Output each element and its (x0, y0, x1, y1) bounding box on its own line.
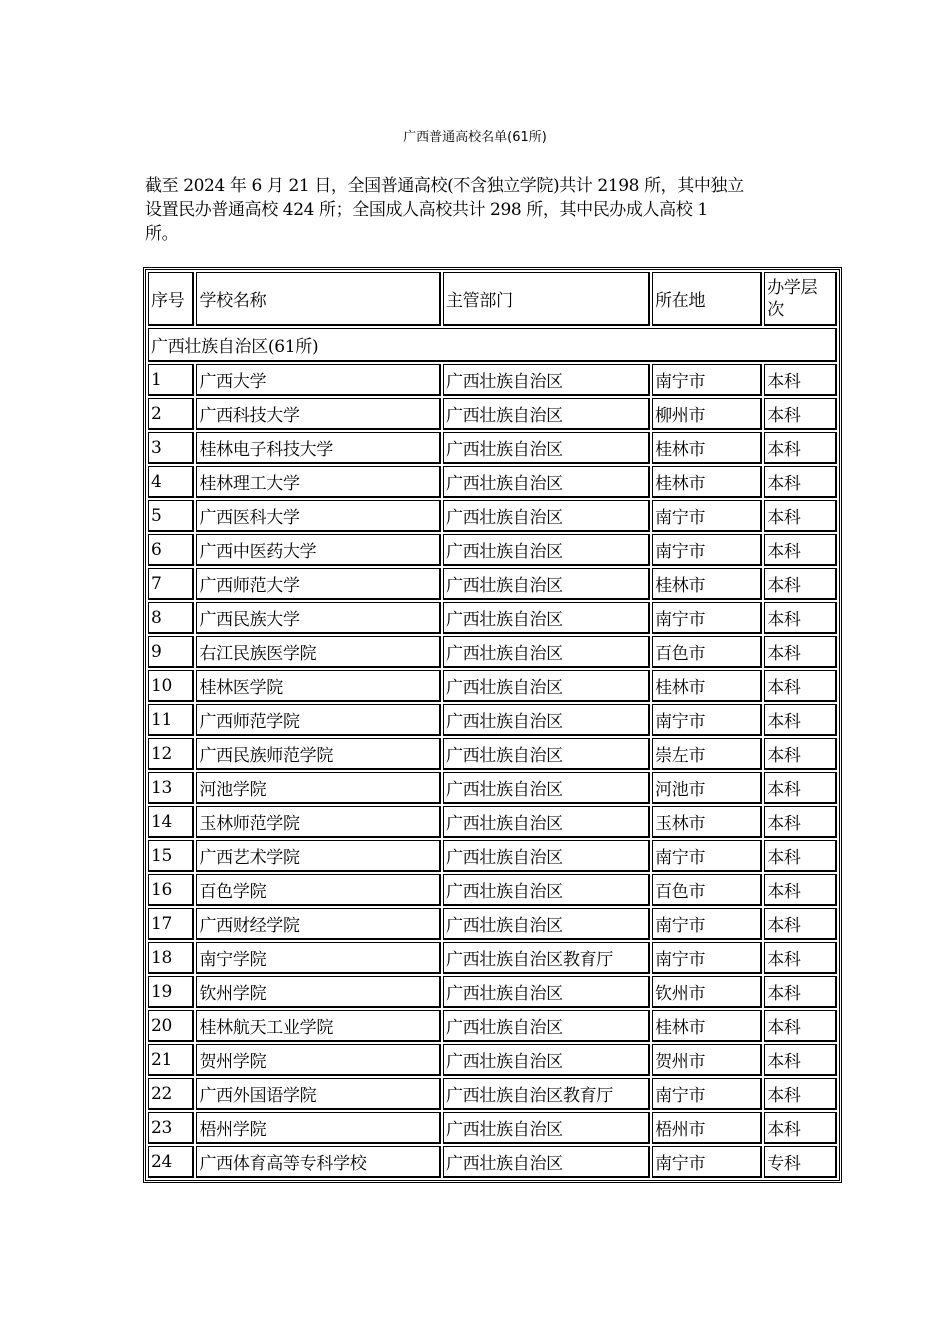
table-row (148, 874, 837, 906)
intro-line: 截至 2024 年 6 月 21 日，全国普通高校(不含独立学院)共计 2198 所，其中独立 (145, 176, 744, 196)
cell-school-name: 广西中医药大学 (196, 534, 441, 566)
cell-department: 广西壮族自治区教育厅 (443, 1078, 650, 1110)
cell-department: 广西壮族自治区教育厅 (443, 942, 650, 974)
cell-index: 18 (148, 942, 194, 974)
cell-department: 广西壮族自治区 (443, 840, 650, 872)
cell-school-name: 河池学院 (196, 772, 441, 804)
cell-location: 百色市 (652, 636, 762, 668)
cell-department: 广西壮族自治区 (443, 500, 650, 532)
table-row (148, 704, 837, 736)
cell-department: 广西壮族自治区 (443, 1044, 650, 1076)
cell-index: 1 (148, 364, 194, 396)
cell-school-name: 广西民族师范学院 (196, 738, 441, 770)
cell-school-name: 桂林航天工业学院 (196, 1010, 441, 1042)
header-school-name: 学校名称 (196, 272, 441, 326)
cell-index: 4 (148, 466, 194, 498)
cell-level: 本科 (764, 806, 837, 838)
table-row (148, 500, 837, 532)
cell-level: 本科 (764, 908, 837, 940)
table-row (148, 840, 837, 872)
cell-department: 广西壮族自治区 (443, 1146, 650, 1178)
cell-level: 本科 (764, 466, 837, 498)
cell-location: 桂林市 (652, 670, 762, 702)
intro-paragraph (145, 174, 825, 246)
cell-school-name: 广西大学 (196, 364, 441, 396)
cell-level: 本科 (764, 942, 837, 974)
cell-school-name: 广西师范学院 (196, 704, 441, 736)
page-title: 广西普通高校名单(61所) (403, 130, 547, 145)
cell-index: 11 (148, 704, 194, 736)
cell-school-name: 桂林电子科技大学 (196, 432, 441, 464)
cell-index: 5 (148, 500, 194, 532)
table-row (148, 772, 837, 804)
header-index: 序号 (148, 272, 194, 326)
cell-location: 南宁市 (652, 500, 762, 532)
cell-level: 本科 (764, 704, 837, 736)
cell-index: 13 (148, 772, 194, 804)
cell-location: 南宁市 (652, 704, 762, 736)
table-row (148, 534, 837, 566)
table-row (148, 908, 837, 940)
table-row (148, 1010, 837, 1042)
cell-location: 钦州市 (652, 976, 762, 1008)
cell-index: 10 (148, 670, 194, 702)
cell-location: 南宁市 (652, 602, 762, 634)
cell-location: 贺州市 (652, 1044, 762, 1076)
table-row (148, 398, 837, 430)
table-row (148, 942, 837, 974)
cell-index: 24 (148, 1146, 194, 1178)
cell-school-name: 桂林理工大学 (196, 466, 441, 498)
cell-index: 19 (148, 976, 194, 1008)
cell-department: 广西壮族自治区 (443, 364, 650, 396)
table-row (148, 1146, 837, 1178)
cell-department: 广西壮族自治区 (443, 398, 650, 430)
cell-index: 3 (148, 432, 194, 464)
cell-department: 广西壮族自治区 (443, 772, 650, 804)
intro-line: 设置民办普通高校 424 所；全国成人高校共计 298 所，其中民办成人高校 1 (145, 200, 708, 220)
cell-location: 桂林市 (652, 432, 762, 464)
cell-department: 广西壮族自治区 (443, 670, 650, 702)
cell-department: 广西壮族自治区 (443, 908, 650, 940)
cell-level: 本科 (764, 500, 837, 532)
cell-department: 广西壮族自治区 (443, 976, 650, 1008)
cell-location: 崇左市 (652, 738, 762, 770)
cell-level: 本科 (764, 1078, 837, 1110)
cell-index: 2 (148, 398, 194, 430)
cell-location: 南宁市 (652, 908, 762, 940)
table-header-row (148, 272, 837, 326)
cell-school-name: 桂林医学院 (196, 670, 441, 702)
cell-school-name: 广西外国语学院 (196, 1078, 441, 1110)
cell-level: 本科 (764, 840, 837, 872)
cell-index: 14 (148, 806, 194, 838)
cell-level: 本科 (764, 670, 837, 702)
cell-department: 广西壮族自治区 (443, 874, 650, 906)
cell-location: 桂林市 (652, 568, 762, 600)
cell-index: 7 (148, 568, 194, 600)
cell-school-name: 广西师范大学 (196, 568, 441, 600)
cell-index: 16 (148, 874, 194, 906)
cell-school-name: 百色学院 (196, 874, 441, 906)
intro-line: 所。 (145, 224, 179, 244)
cell-index: 22 (148, 1078, 194, 1110)
cell-school-name: 南宁学院 (196, 942, 441, 974)
cell-index: 15 (148, 840, 194, 872)
cell-index: 17 (148, 908, 194, 940)
cell-school-name: 梧州学院 (196, 1112, 441, 1144)
table-row (148, 636, 837, 668)
cell-level: 本科 (764, 1044, 837, 1076)
cell-school-name: 广西科技大学 (196, 398, 441, 430)
table-row (148, 364, 837, 396)
cell-location: 柳州市 (652, 398, 762, 430)
table-row (148, 466, 837, 498)
cell-department: 广西壮族自治区 (443, 704, 650, 736)
cell-department: 广西壮族自治区 (443, 1010, 650, 1042)
cell-index: 21 (148, 1044, 194, 1076)
cell-department: 广西壮族自治区 (443, 466, 650, 498)
cell-department: 广西壮族自治区 (443, 534, 650, 566)
cell-location: 桂林市 (652, 1010, 762, 1042)
cell-school-name: 右江民族医学院 (196, 636, 441, 668)
table-row (148, 738, 837, 770)
cell-level: 专科 (764, 1146, 837, 1178)
cell-department: 广西壮族自治区 (443, 432, 650, 464)
cell-location: 南宁市 (652, 840, 762, 872)
table-row (148, 602, 837, 634)
table-row (148, 432, 837, 464)
cell-level: 本科 (764, 772, 837, 804)
cell-level: 本科 (764, 874, 837, 906)
cell-location: 河池市 (652, 772, 762, 804)
cell-location: 百色市 (652, 874, 762, 906)
cell-index: 20 (148, 1010, 194, 1042)
cell-level: 本科 (764, 636, 837, 668)
cell-index: 9 (148, 636, 194, 668)
cell-department: 广西壮族自治区 (443, 738, 650, 770)
table-row (148, 1044, 837, 1076)
header-location: 所在地 (652, 272, 762, 326)
table-row (148, 568, 837, 600)
cell-school-name: 钦州学院 (196, 976, 441, 1008)
cell-level: 本科 (764, 568, 837, 600)
cell-location: 梧州市 (652, 1112, 762, 1144)
cell-location: 南宁市 (652, 1146, 762, 1178)
table-row (148, 1112, 837, 1144)
cell-location: 南宁市 (652, 364, 762, 396)
region-label: 广西壮族自治区(61所) (148, 328, 837, 362)
cell-level: 本科 (764, 602, 837, 634)
cell-department: 广西壮族自治区 (443, 568, 650, 600)
cell-level: 本科 (764, 398, 837, 430)
table-row (148, 806, 837, 838)
university-table (143, 267, 842, 1183)
cell-level: 本科 (764, 738, 837, 770)
cell-school-name: 贺州学院 (196, 1044, 441, 1076)
header-level: 办学层次 (764, 272, 837, 326)
cell-level: 本科 (764, 364, 837, 396)
cell-index: 12 (148, 738, 194, 770)
cell-department: 广西壮族自治区 (443, 806, 650, 838)
header-department: 主管部门 (443, 272, 650, 326)
cell-location: 南宁市 (652, 942, 762, 974)
cell-location: 桂林市 (652, 466, 762, 498)
table-row (148, 976, 837, 1008)
cell-location: 南宁市 (652, 534, 762, 566)
cell-level: 本科 (764, 976, 837, 1008)
table-row (148, 1078, 837, 1110)
cell-index: 8 (148, 602, 194, 634)
cell-level: 本科 (764, 1010, 837, 1042)
cell-school-name: 广西医科大学 (196, 500, 441, 532)
table-row (148, 670, 837, 702)
cell-location: 南宁市 (652, 1078, 762, 1110)
cell-school-name: 广西财经学院 (196, 908, 441, 940)
cell-department: 广西壮族自治区 (443, 636, 650, 668)
cell-school-name: 广西民族大学 (196, 602, 441, 634)
region-row (148, 328, 837, 362)
cell-level: 本科 (764, 1112, 837, 1144)
cell-location: 玉林市 (652, 806, 762, 838)
cell-school-name: 玉林师范学院 (196, 806, 441, 838)
cell-level: 本科 (764, 534, 837, 566)
cell-level: 本科 (764, 432, 837, 464)
cell-department: 广西壮族自治区 (443, 602, 650, 634)
cell-index: 6 (148, 534, 194, 566)
cell-index: 23 (148, 1112, 194, 1144)
cell-department: 广西壮族自治区 (443, 1112, 650, 1144)
cell-school-name: 广西艺术学院 (196, 840, 441, 872)
cell-school-name: 广西体育高等专科学校 (196, 1146, 441, 1178)
